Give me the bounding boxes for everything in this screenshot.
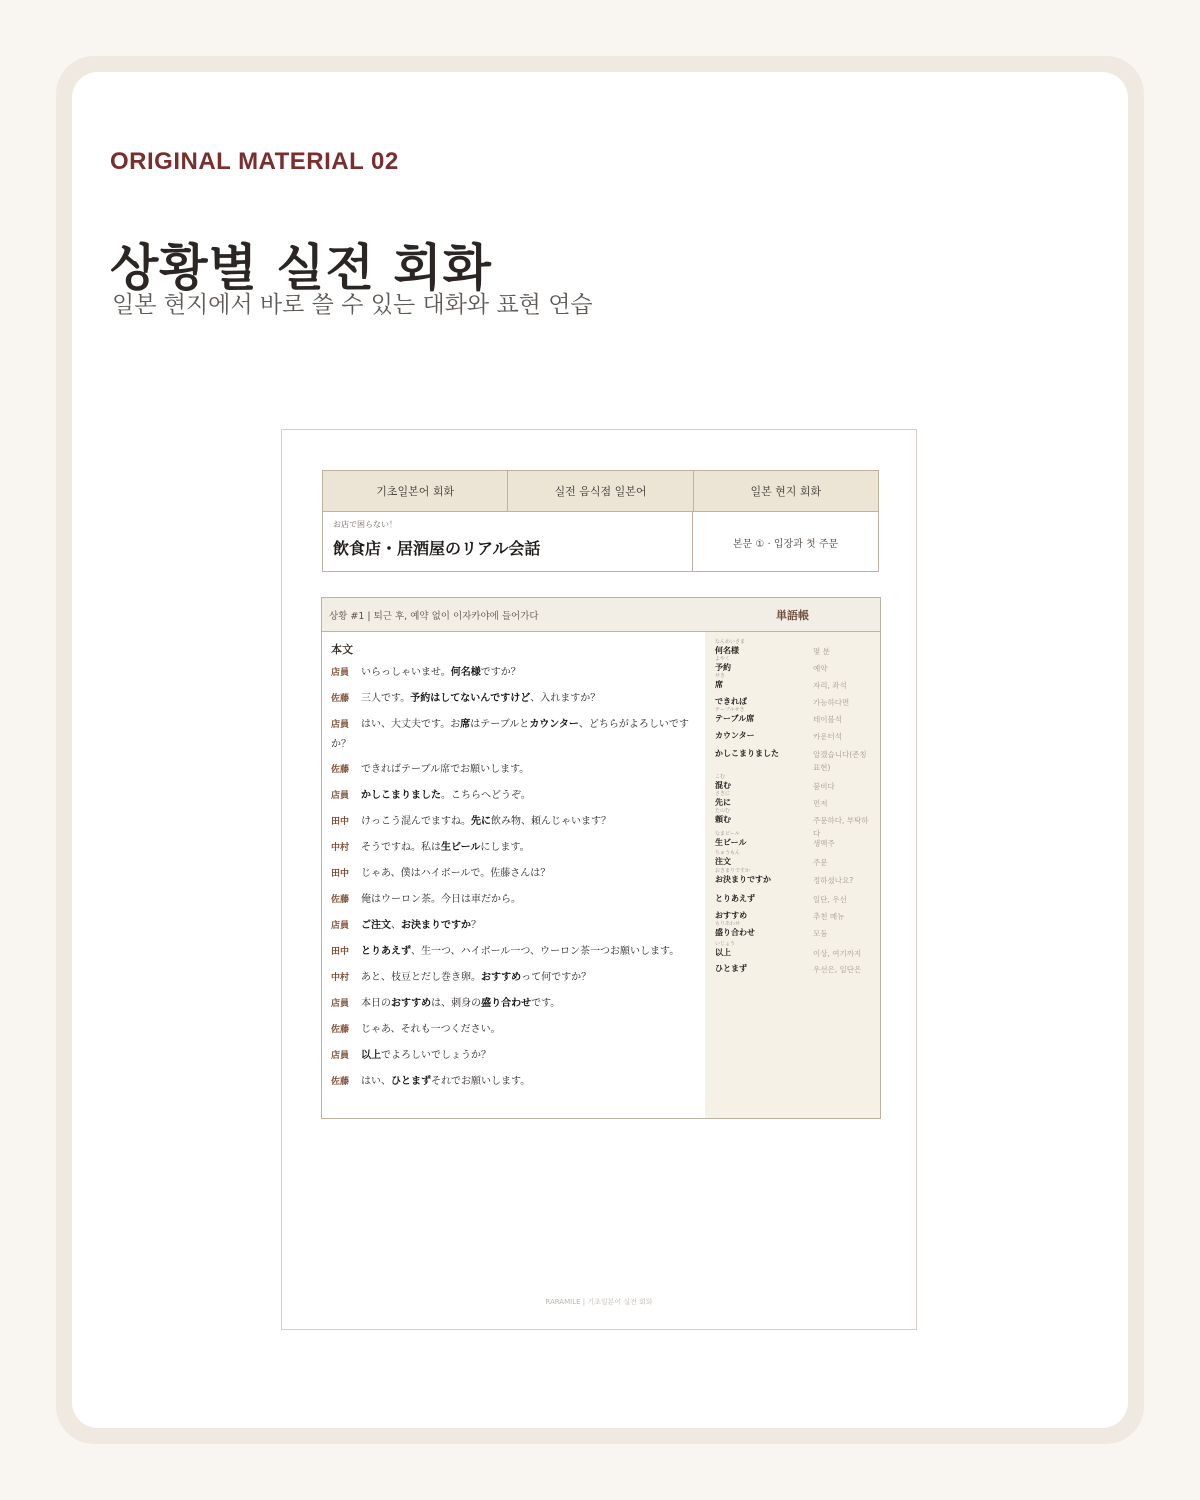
speaker-label: 店員	[331, 1051, 350, 1061]
document-header-table	[322, 470, 879, 572]
vocab-furigana: せき	[715, 673, 726, 679]
vocab-furigana: いじょう	[715, 941, 736, 947]
vocab-meaning: 주문	[813, 858, 828, 867]
vocab-term: 生ビール	[715, 838, 747, 847]
vocab-meaning: 모둠	[813, 929, 828, 938]
dialogue-text: にします。	[480, 842, 530, 853]
category-tabs	[323, 471, 878, 512]
vocab-meaning: 카운터석	[813, 732, 842, 741]
dialogue-lines	[331, 663, 699, 1092]
body-title: 本文	[331, 643, 353, 656]
speaker-label: 佐藤	[331, 895, 350, 905]
document-preview	[281, 429, 917, 1330]
dialogue-line	[331, 864, 699, 884]
section-label: 본문 ① · 입장과 첫 주문	[732, 538, 839, 550]
situation-bar: 상황 #1 | 퇴근 후, 예약 없이 이자카야에 들어가다	[322, 598, 705, 632]
dialogue-text: って何ですか？	[521, 972, 592, 983]
speaker-label: 佐藤	[331, 1077, 350, 1087]
dialogue-line	[331, 760, 699, 780]
vocab-item	[715, 742, 881, 774]
vocab-meaning: 붐비다	[813, 782, 835, 791]
key-expression: 何名様	[450, 667, 481, 678]
vocab-meaning: 예약	[813, 664, 828, 673]
speaker-label: 店員	[331, 791, 350, 801]
speaker-label: 店員	[331, 720, 350, 730]
vocab-furigana: こむ	[715, 774, 726, 780]
speaker-label: 店員	[331, 921, 350, 931]
speaker-label: 田中	[331, 817, 350, 827]
speaker-label: 中村	[331, 973, 350, 983]
vocab-furigana: たのむ	[715, 808, 731, 814]
vocab-term: 盛り合わせ	[715, 928, 755, 937]
dialogue-text: 。こちらへどうぞ。	[441, 790, 531, 801]
speaker-label: 田中	[331, 947, 350, 957]
dialogue-text: じゃあ、それも一つください。	[361, 1024, 501, 1035]
speaker-label: 中村	[331, 843, 350, 853]
dialogue-text: でよろしいでしょうか？	[381, 1050, 491, 1061]
dialogue-line	[331, 812, 699, 832]
tab-basic-conversation: 기초일본어 회화	[323, 471, 508, 511]
vocab-term: 混む	[715, 781, 731, 790]
speaker-label: 佐藤	[331, 765, 350, 775]
dialogue-line	[331, 994, 699, 1014]
vocab-furigana: なんめいさま	[715, 639, 746, 645]
dialogue-line	[331, 838, 699, 858]
vocab-meaning: 우선은, 일단은	[813, 965, 862, 974]
vocab-term: 何名様	[715, 646, 739, 655]
vocab-term: 注文	[715, 857, 731, 866]
vocab-term: 以上	[715, 948, 731, 957]
vocab-meaning: 가능하다면	[813, 698, 850, 707]
dialogue-text: 、どちらがよろしいですか？	[331, 719, 689, 750]
vocab-meaning: 추천 메뉴	[813, 912, 845, 921]
dialogue-text: じゃあ、僕はハイボールで。佐藤さんは？	[361, 868, 551, 879]
speaker-label: 佐藤	[331, 694, 350, 704]
dialogue-text: 、生一つ、ハイボール一つ、ウーロン茶一つお願いします。	[411, 946, 680, 957]
speaker-label: 田中	[331, 869, 350, 879]
dialogue-line	[331, 916, 699, 936]
vocab-term: 頼む	[715, 815, 731, 824]
vocab-furigana: ちゅうもん	[715, 850, 741, 856]
key-expression: ひとまず	[391, 1076, 431, 1087]
document-footer: RARAMILE | 기초일본어 실전 회화	[545, 1298, 653, 1306]
dialogue-text: できればテーブル席でお願いします。	[361, 764, 530, 775]
vocab-furigana: よやく	[715, 656, 731, 662]
key-expression: 盛り合わせ	[481, 998, 532, 1009]
vocab-term: 席	[715, 680, 723, 689]
vocab-term: お決まりですか	[715, 875, 771, 884]
vocab-term: カウンター	[715, 731, 755, 740]
dialogue-line	[331, 1020, 699, 1040]
tab-local-conversation: 일본 현지 회화	[750, 485, 822, 498]
dialogue-line	[331, 689, 699, 709]
dialogue-text: です。	[531, 998, 561, 1009]
dialogue-text: あと、枝豆とだし巻き卵。	[361, 972, 481, 983]
vocab-meaning: 이상, 여기까지	[813, 949, 862, 958]
dialogue-text: ？	[471, 920, 481, 931]
key-expression: ご注文	[361, 920, 391, 931]
page-title: 상황별 실전 회화	[110, 239, 492, 297]
speaker-label: 店員	[331, 668, 350, 678]
vocab-furigana: おきまりですか	[715, 868, 751, 874]
vocab-term: テーブル席	[715, 714, 755, 723]
dialogue-text: 俺はウーロン茶。今日は車だから。	[361, 894, 521, 905]
vocab-term: ひとまず	[715, 964, 747, 973]
key-expression: お決まりですか	[401, 920, 471, 931]
vocab-item	[715, 957, 881, 982]
vocab-meaning: 자리, 좌석	[813, 681, 847, 690]
speaker-label: 佐藤	[331, 1025, 350, 1035]
key-expression: とりあえず	[361, 946, 411, 957]
dialogue-line	[331, 968, 699, 988]
dialogue-line	[331, 663, 699, 683]
vocab-meaning: 몇 분	[813, 647, 830, 656]
dialogue-text: けっこう混んでますね。	[361, 816, 471, 827]
key-expression: 予約はしてないんですけど	[410, 693, 531, 704]
dialogue-text: そうですね。私は	[361, 842, 441, 853]
vocab-term: 先に	[715, 798, 731, 807]
key-expression: 生ビール	[441, 842, 481, 853]
key-expression: おすすめ	[481, 972, 522, 983]
page-subtitle: 일본 현지에서 바로 쓸 수 있는 대화와 표현 연습	[112, 292, 593, 318]
dialogue-text: 、入れますか？	[530, 693, 601, 704]
dialogue-line	[331, 942, 699, 962]
vocab-term: できれば	[715, 697, 747, 706]
vocab-term: とりあえず	[715, 894, 755, 903]
dialogue-text: はい、	[361, 1076, 391, 1087]
speaker-label: 店員	[331, 999, 350, 1009]
vocab-meaning: 정하셨나요?	[813, 876, 854, 885]
dialogue-line	[331, 1046, 699, 1066]
vocab-furigana: もりあわせ	[715, 921, 741, 927]
dialogue-text: 飲み物、頼んじゃいます？	[491, 816, 611, 827]
dialogue-line	[331, 890, 699, 910]
vocab-term: 予約	[715, 663, 731, 672]
key-expression: 先に	[471, 816, 491, 827]
dialogue-text: ですか？	[480, 667, 521, 678]
dialogue-text: はテーブルと	[470, 719, 530, 730]
vocab-meaning: 주문하다, 부탁하다	[813, 816, 869, 838]
vocab-meaning: 먼저	[813, 799, 828, 808]
dialogue-column	[322, 598, 706, 1118]
key-expression: カウンター	[529, 719, 579, 730]
vocab-term: かしこまりました	[715, 749, 779, 758]
dialogue-line	[331, 786, 699, 806]
vocab-furigana: テーブルせき	[715, 707, 745, 713]
dialogue-section	[321, 597, 881, 1119]
dialogue-line	[331, 1072, 699, 1092]
key-expression: かしこまりました	[361, 790, 441, 801]
lesson-kicker: お店で困らない！	[333, 520, 397, 529]
vocab-meaning: 생맥주	[813, 839, 835, 848]
lesson-title-cell	[323, 512, 693, 572]
key-expression: 以上	[361, 1050, 381, 1061]
dialogue-text: は、刺身の	[431, 998, 482, 1009]
vocab-meaning: 일단, 우선	[813, 895, 847, 904]
dialogue-text: いらっしゃいませ。	[361, 667, 451, 678]
dialogue-text: はい、大丈夫です。お	[361, 719, 461, 730]
vocab-meaning: 테이블석	[813, 715, 842, 724]
dialogue-text: 本日の	[361, 998, 391, 1009]
dialogue-text: それでお願いします。	[431, 1076, 531, 1087]
dialogue-text: 、	[391, 920, 401, 931]
eyebrow-label: ORIGINAL MATERIAL 02	[110, 148, 399, 175]
dialogue-line	[331, 715, 699, 754]
key-expression: 席	[460, 719, 471, 730]
vocabulary-column	[705, 598, 880, 1118]
vocab-furigana: さきに	[715, 791, 731, 797]
dialogue-text: 三人です。	[361, 693, 411, 704]
key-expression: おすすめ	[391, 998, 432, 1009]
vocabulary-title: 単語帳	[705, 598, 880, 632]
tab-restaurant-japanese: 실전 음식점 일본어	[508, 471, 693, 511]
vocab-furigana: なまビール	[715, 831, 740, 837]
lesson-title: 飲食店・居酒屋のリアル会話	[333, 539, 541, 558]
vocab-meaning: 알겠습니다(존칭 표현)	[813, 750, 867, 772]
vocab-term: おすすめ	[715, 911, 748, 920]
